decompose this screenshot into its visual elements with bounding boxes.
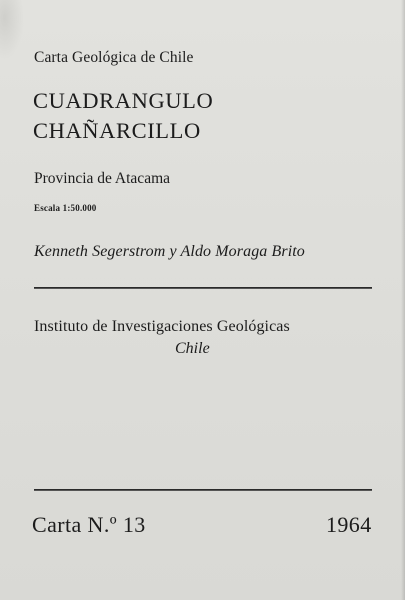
map-title-line-2: CHAÑARCILLO	[33, 118, 201, 143]
divider-bottom	[34, 489, 372, 491]
institute-name: Instituto de Investigaciones Geológicas	[34, 318, 290, 335]
institute-country: Chile	[175, 340, 210, 357]
divider-top	[34, 287, 372, 289]
carta-number: Carta N.º 13	[32, 512, 146, 537]
paper-stain	[0, 0, 24, 60]
map-title-line-1: CUADRANGULO	[33, 88, 214, 113]
page-edge-shadow	[401, 0, 405, 600]
publication-year: 1964	[326, 512, 372, 537]
authors: Kenneth Segerstrom y Aldo Moraga Brito	[34, 243, 305, 260]
series-title: Carta Geológica de Chile	[34, 49, 194, 66]
province-name: Provincia de Atacama	[34, 170, 171, 187]
map-scale: Escala 1:50.000	[34, 203, 97, 213]
